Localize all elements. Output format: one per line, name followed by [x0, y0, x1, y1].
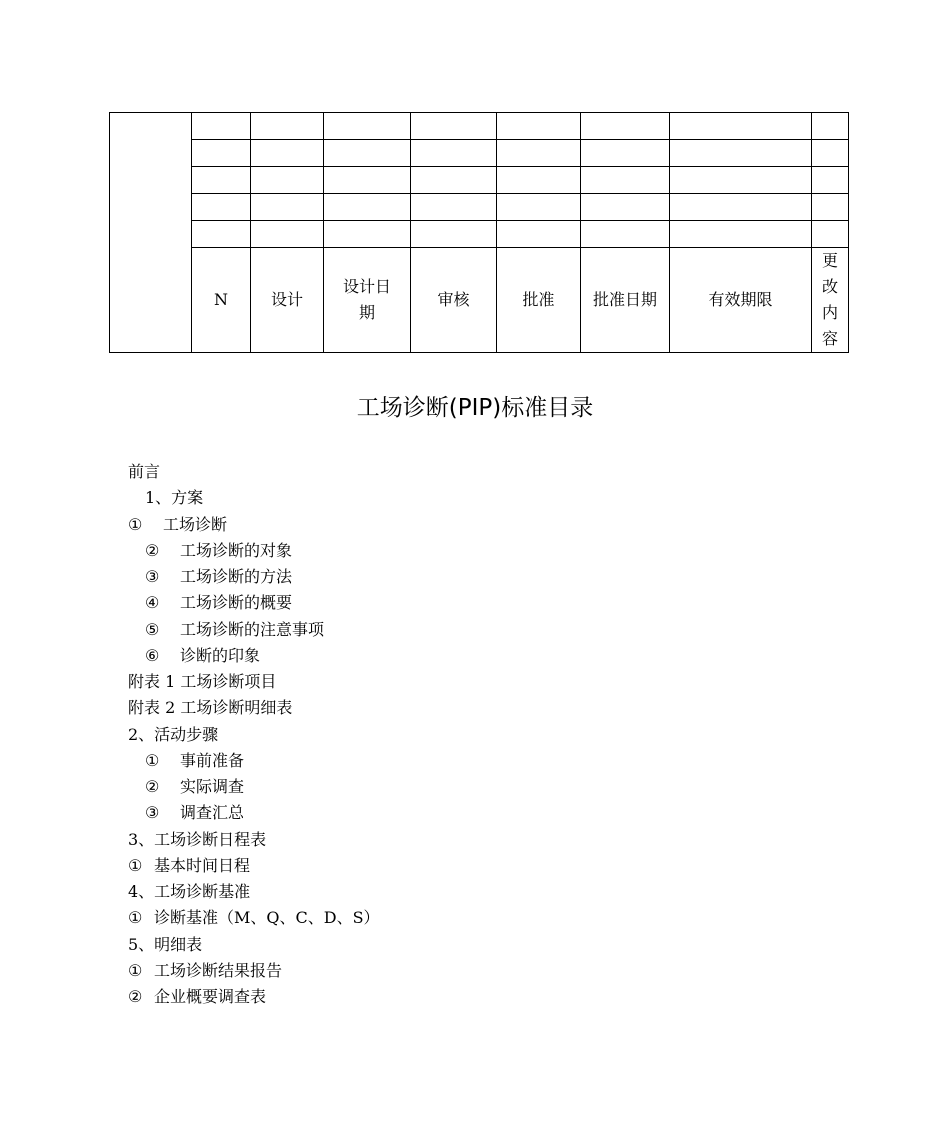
table-cell [251, 194, 324, 221]
table-cell [497, 113, 581, 140]
toc-item-text: 工场诊断的注意事项 [180, 619, 325, 639]
toc-item [0, 853, 950, 879]
toc-item-marker: ① [128, 908, 143, 928]
table-cell [812, 221, 849, 248]
table-row [110, 167, 849, 194]
table-cell [192, 113, 251, 140]
header-review: 审核 [411, 248, 497, 353]
toc-item [0, 643, 950, 669]
toc-item [0, 669, 950, 695]
toc-item-marker: ② [145, 777, 160, 796]
table-cell [581, 194, 670, 221]
toc-item-text: 1、方案 [145, 488, 204, 508]
table-cell [192, 221, 251, 248]
toc-item-text: 诊断的印象 [180, 645, 261, 665]
table-row [110, 221, 849, 248]
table-cell [411, 194, 497, 221]
toc-item [0, 879, 950, 905]
table-cell [670, 113, 812, 140]
table-cell [411, 221, 497, 248]
table-cell [411, 113, 497, 140]
toc-item-marker: ② [145, 540, 160, 560]
table-cell [581, 140, 670, 167]
table-cell [251, 140, 324, 167]
toc-item [0, 564, 950, 590]
toc-item [0, 748, 950, 774]
toc-item-marker: ③ [145, 803, 160, 823]
header-design-date: 设计日期 [324, 248, 411, 353]
table-cell [497, 140, 581, 167]
toc-item-text: 工场诊断的方法 [180, 567, 293, 586]
table-cell [581, 113, 670, 140]
toc-item-marker: ③ [145, 567, 160, 586]
table-cell [670, 221, 812, 248]
toc-item [0, 827, 950, 853]
table-cell [324, 113, 411, 140]
toc-item-text: 调查汇总 [180, 803, 245, 823]
header-change: 更改内容 [812, 248, 849, 353]
toc-item-text: 附表 2 工场诊断明细表 [128, 698, 293, 718]
header-validity: 有效期限 [670, 248, 812, 353]
toc-item [0, 905, 950, 931]
toc-item [0, 485, 950, 511]
toc-item-marker: ① [128, 855, 143, 875]
toc-item [0, 984, 950, 1010]
table-cell [192, 140, 251, 167]
toc-item [0, 722, 950, 748]
table-cell [812, 194, 849, 221]
table-cell [411, 167, 497, 194]
table-cell [324, 167, 411, 194]
table-of-contents [0, 459, 950, 1010]
toc-item-marker: ④ [145, 593, 160, 613]
header-design: 设计 [251, 248, 324, 353]
table-cell [192, 194, 251, 221]
toc-item [0, 590, 950, 616]
table-cell [192, 167, 251, 194]
toc-item-text: 5、明细表 [128, 934, 203, 954]
toc-item-text: 实际调查 [180, 777, 245, 796]
toc-item [0, 538, 950, 564]
toc-item-text: 工场诊断结果报告 [154, 960, 283, 980]
toc-item [0, 958, 950, 984]
toc-item [0, 800, 950, 826]
header-approve-date: 批准日期 [581, 248, 670, 353]
toc-item-text: 前言 [128, 462, 161, 481]
toc-item-text: 4、工场诊断基准 [128, 882, 251, 901]
toc-item-text: 3、工场诊断日程表 [128, 829, 267, 849]
toc-item-marker: ① [128, 514, 143, 534]
table-cell [324, 140, 411, 167]
table-cell [497, 167, 581, 194]
table-cell [497, 221, 581, 248]
table-cell [812, 113, 849, 140]
toc-item-text: 事前准备 [180, 750, 245, 770]
toc-item-text: 工场诊断 [163, 514, 228, 534]
table-cell [670, 167, 812, 194]
toc-item [0, 695, 950, 721]
side-label-cell [110, 113, 192, 353]
table-cell [812, 167, 849, 194]
table-cell [812, 140, 849, 167]
toc-item [0, 512, 950, 538]
toc-item-text: 工场诊断的概要 [180, 593, 293, 613]
revision-table [109, 112, 849, 353]
table-cell [251, 167, 324, 194]
toc-item-text: 工场诊断的对象 [180, 540, 293, 560]
table-cell [497, 194, 581, 221]
document-title: 工场诊断(PIP)标准目录 [356, 395, 594, 421]
toc-item [0, 932, 950, 958]
table-cell [251, 221, 324, 248]
toc-item-marker: ① [128, 960, 143, 980]
header-approve: 批准 [497, 248, 581, 353]
toc-item-text: 企业概要调查表 [154, 987, 267, 1006]
table-cell [251, 113, 324, 140]
toc-item-text: 基本时间日程 [154, 855, 251, 875]
toc-item-marker: ① [145, 750, 160, 770]
table-cell [581, 221, 670, 248]
table-header-row [110, 248, 849, 353]
toc-item-marker: ⑥ [145, 645, 160, 665]
table-row [110, 140, 849, 167]
toc-item-text: 诊断基准（M、Q、C、D、S） [154, 908, 380, 928]
toc-item [0, 617, 950, 643]
table-cell [324, 221, 411, 248]
table-cell [324, 194, 411, 221]
toc-item [0, 459, 950, 485]
toc-item-text: 附表 1 工场诊断项目 [128, 672, 277, 691]
toc-item [0, 774, 950, 800]
toc-item-text: 2、活动步骤 [128, 724, 219, 744]
table-cell [670, 194, 812, 221]
toc-item-marker: ⑤ [145, 619, 160, 639]
table-cell [670, 140, 812, 167]
table-row [110, 113, 849, 140]
toc-item-marker: ② [128, 987, 143, 1006]
table-row [110, 194, 849, 221]
table-cell [581, 167, 670, 194]
table-cell [411, 140, 497, 167]
header-n: N [192, 248, 251, 353]
